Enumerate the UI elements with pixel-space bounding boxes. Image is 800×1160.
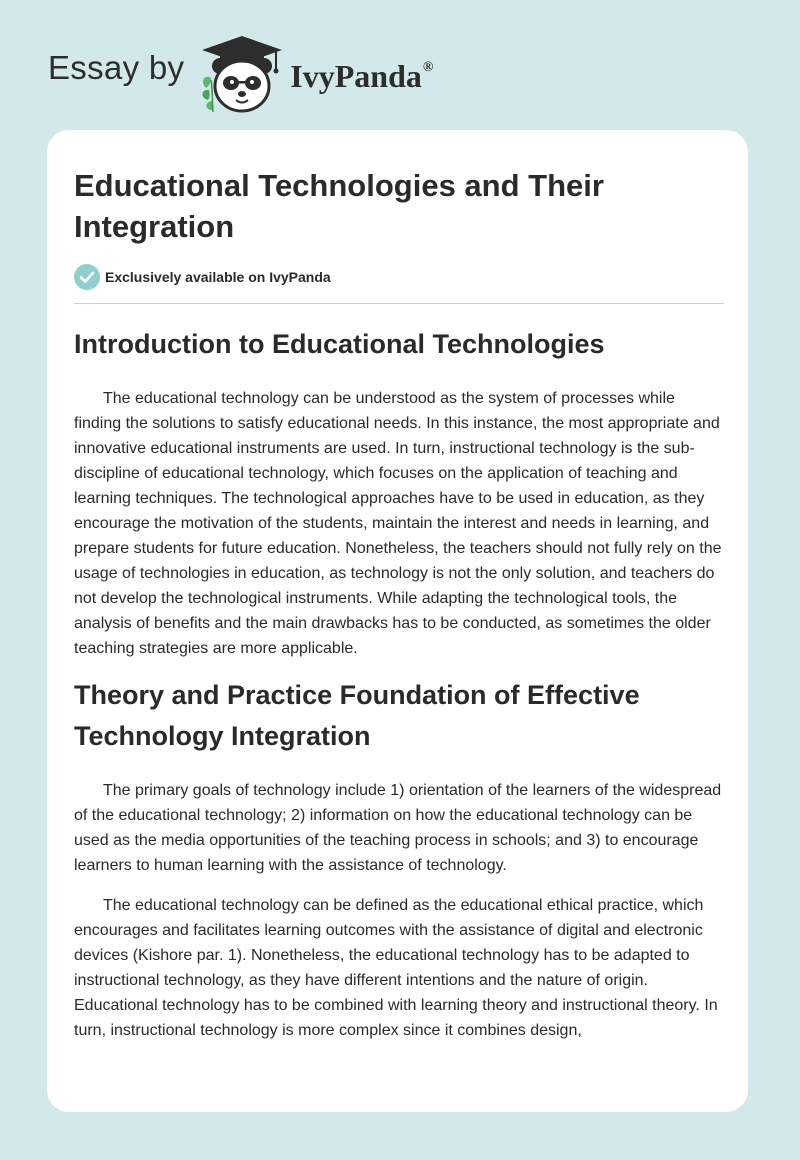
article-card xyxy=(47,130,748,1112)
article-content xyxy=(74,320,724,1043)
paragraph: The educational technology can be defined as the educational ethical practice, which encourages and facilitates learning outcomes with the assistance of digital and electronic devices (Kishore par. 1). Nonetheless, the educational technology has to be adapted to instructional technology, as they have different intentions and the nature of origin. Educational technology has to be combined with learning theory and instructional theory. In turn, instructional technology is more complex since it combines design, xyxy=(74,897,718,1039)
panda-mascot-icon xyxy=(198,34,286,114)
exclusive-badge xyxy=(74,264,331,290)
badge-text: Exclusively available on IvyPanda xyxy=(105,269,331,285)
section-heading: Theory and Practice Foundation of Effective Technology Integration xyxy=(74,680,640,751)
paragraph: The educational technology can be understood as the system of processes while finding the solutions to satisfy educational needs. In this instance, the most appropriate and innovative educational instruments are used. In turn, instructional technology is the sub-discipline of educational technology, which focuses on the application of teaching and learning techniques. The technological approaches have to be used in education, as they encourage the motivation of the students, maintain the interest and needs in learning, and prepare students for future education. Nonetheless, the teachers should not fully rely on the usage of technologies in education, as technology is not the only solution, and teachers do not develop the technological instruments. While adapting the technological tools, the analysis of benefits and the main drawbacks has to be conducted, as sometimes the older teaching strategies are more applicable. xyxy=(74,390,722,657)
divider xyxy=(74,303,724,304)
logo-prefix: Essay by xyxy=(48,49,185,86)
logo[interactable] xyxy=(48,34,433,114)
section-heading: Introduction to Educational Technologies xyxy=(74,329,605,359)
paragraph: The primary goals of technology include 1) orientation of the learners of the widespread of the educational technology; 2) information on how the educational technology can be used as the media opportunities of the teaching process in schools; and 3) to encourage learners to human learning with the assistance of technology. xyxy=(74,782,722,874)
registered-mark: ® xyxy=(422,59,434,75)
check-circle-icon xyxy=(74,264,100,290)
page-title: Educational Technologies and Their Integration xyxy=(74,168,604,244)
site-header xyxy=(0,0,800,130)
logo-brand: IvyPanda® xyxy=(290,57,434,94)
